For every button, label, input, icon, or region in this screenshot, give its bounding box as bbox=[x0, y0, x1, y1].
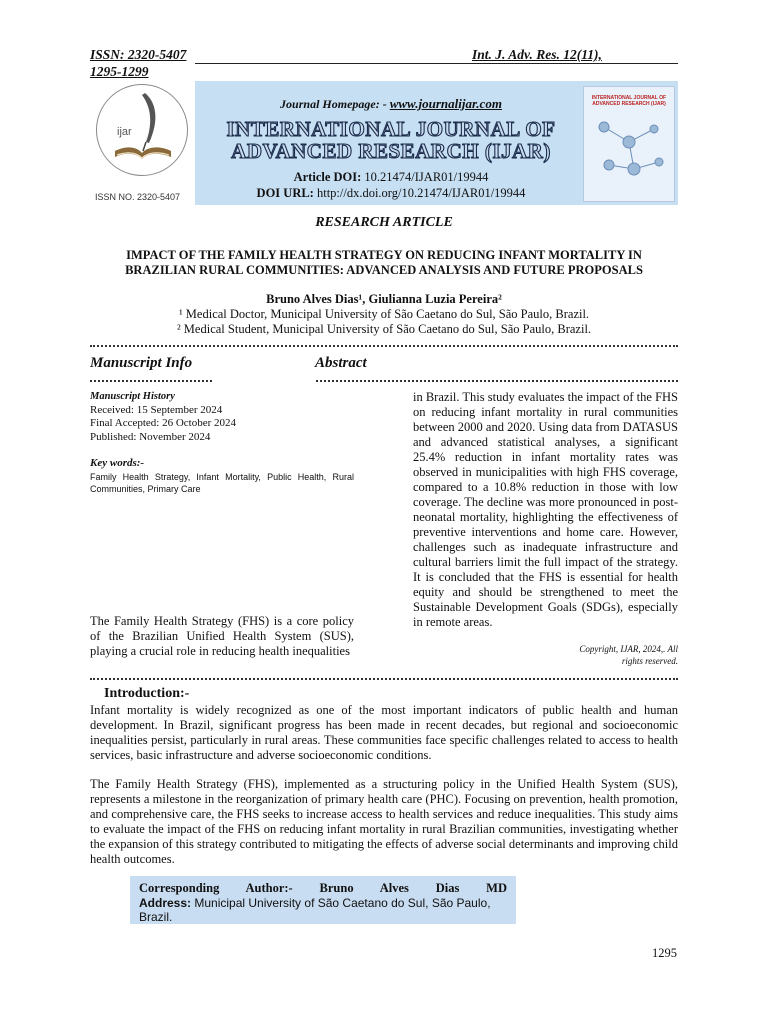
journal-title bbox=[196, 118, 586, 162]
manuscript-history bbox=[90, 390, 310, 444]
affiliation-1: ¹ Medical Doctor, Municipal University of São Caetano do Sul, São Paulo, Brazil. bbox=[178, 307, 590, 321]
keywords-label: Key words:- bbox=[90, 457, 145, 469]
journal-logo bbox=[96, 84, 188, 176]
abstract-heading: Abstract bbox=[315, 355, 367, 371]
doi-label: Article DOI: bbox=[293, 170, 362, 184]
abstract-text: in Brazil. This study evaluates the impact of the FHS on reducing infant mortality in rural communities between 2000 and 2020. Using data from DATASUS and advanced statistical analyses, a significant 25.4% reduction in infant mortality rates was observed in municipalities with high FHS coverage, compared to a 10.8% reduction in those with low coverage. The decline was more pronounced in post-neonatal mortality, highlighting the effectiveness of preventive interventions and home care. However, challenges such as inadequate infrastructure and cultural barriers limit the full impact of the strategy. It is concluded that the FHS is essential for health equity and should be strengthened to meet the Sustainable Development Goals (SDGs), especially in remote areas. bbox=[413, 390, 679, 629]
article-authors: Bruno Alves Dias¹, Giulianna Luzia Pereira² bbox=[266, 292, 502, 306]
journal-cover-thumbnail bbox=[583, 86, 675, 202]
journal-title-line-2: ADVANCED RESEARCH (IJAR) bbox=[231, 139, 551, 163]
homepage-label: Journal Homepage: - bbox=[280, 97, 390, 111]
header-issn: ISSN: 2320-5407 bbox=[90, 47, 187, 62]
corresponding-address bbox=[139, 896, 507, 924]
doi-value[interactable]: 10.21474/IJAR01/19944 bbox=[364, 170, 489, 184]
accepted-date: Final Accepted: 26 October 2024 bbox=[90, 417, 237, 429]
introduction-heading: Introduction:- bbox=[104, 686, 190, 701]
article-type: RESEARCH ARTICLE bbox=[315, 215, 453, 230]
copyright-line-1: Copyright, IJAR, 2024,. All bbox=[579, 644, 678, 654]
doi-block bbox=[196, 169, 586, 201]
corresponding-author: Corresponding Author:- Bruno Alves Dias MD bbox=[139, 881, 507, 895]
logo-issn: ISSN NO. 2320-5407 bbox=[95, 192, 181, 202]
quill-book-icon bbox=[97, 85, 187, 175]
divider-manuscript bbox=[90, 380, 212, 382]
copyright-notice bbox=[480, 643, 678, 667]
doi-url-value[interactable]: http://dx.doi.org/10.21474/IJAR01/19944 bbox=[316, 186, 526, 200]
article-title-line-1: IMPACT OF THE FAMILY HEALTH STRATEGY ON REDUCING INFANT MORTALITY IN bbox=[126, 248, 642, 262]
logo-wordmark: ijar bbox=[117, 126, 132, 138]
published-date: Published: November 2024 bbox=[90, 430, 211, 443]
homepage-link[interactable]: www.journalijar.com bbox=[389, 96, 502, 111]
article-title bbox=[90, 248, 678, 278]
address-value: Municipal University of São Caetano do Sul, São Paulo, Brazil. bbox=[139, 896, 491, 924]
divider-dotted-2 bbox=[90, 678, 678, 681]
cover-title: INTERNATIONAL JOURNAL OF ADVANCED RESEARCH (IJAR) bbox=[591, 95, 667, 107]
journal-title-line-1: INTERNATIONAL JOURNAL OF bbox=[226, 117, 556, 141]
introduction-paragraph-1: Infant mortality is widely recognized as one of the most important indicators of public health and human development. In Brazil, significant progress has been made in recent decades, but regional and socioeconomic inequalities persist, particularly in rural areas. These communities face specific challenges related to access to health services, basic infrastructure and adverse socioeconomic conditions. bbox=[90, 703, 678, 762]
copyright-line-2: rights reserved. bbox=[621, 656, 678, 666]
history-label: Manuscript History bbox=[90, 391, 175, 402]
keywords-block bbox=[90, 457, 354, 495]
manuscript-info-heading: Manuscript Info bbox=[90, 355, 193, 371]
divider-dotted bbox=[90, 345, 678, 348]
affiliation-2: ² Medical Student, Municipal University of São Caetano do Sul, São Paulo, Brazil. bbox=[176, 322, 592, 336]
journal-homepage bbox=[196, 96, 586, 112]
introduction-paragraph-2: The Family Health Strategy (FHS), implemented as a structuring policy in the Unified Health System (SUS), represents a milestone in the reorganization of primary health care (PHC). Focusing on prevention, health promotion, and comprehensive care, the FHS seeks to increase access to health services and reduce inequalities. This study aims to evaluate the impact of the FHS on reducing infant mortality in rural Brazilian communities, investigating whether the expansion of this strategy contributed to mitigating the effects of adverse social determinants and improving child health outcomes. bbox=[90, 777, 678, 866]
header-pages: 1295-1299 bbox=[90, 64, 149, 79]
abstract-continued-left: The Family Health Strategy (FHS) is a core policy of the Brazilian Unified Health System (SUS), playing a crucial role in reducing health inequalities bbox=[90, 614, 354, 658]
molecule-icon bbox=[584, 107, 674, 187]
header-journal-reference: Int. J. Adv. Res. 12(11), bbox=[472, 47, 602, 62]
header-rule bbox=[195, 63, 678, 64]
page-number: 1295 bbox=[652, 946, 677, 960]
doi-url-label: DOI URL: bbox=[256, 186, 314, 200]
keywords-text: Family Health Strategy, Infant Mortality, Public Health, Rural Communities, Primary Care bbox=[90, 471, 354, 494]
address-label: Address: bbox=[139, 896, 192, 910]
divider-abstract bbox=[316, 380, 678, 382]
article-title-line-2: BRAZILIAN RURAL COMMUNITIES: ADVANCED ANALYSIS AND FUTURE PROPOSALS bbox=[125, 263, 643, 277]
received-date: Received: 15 September 2024 bbox=[90, 403, 223, 416]
